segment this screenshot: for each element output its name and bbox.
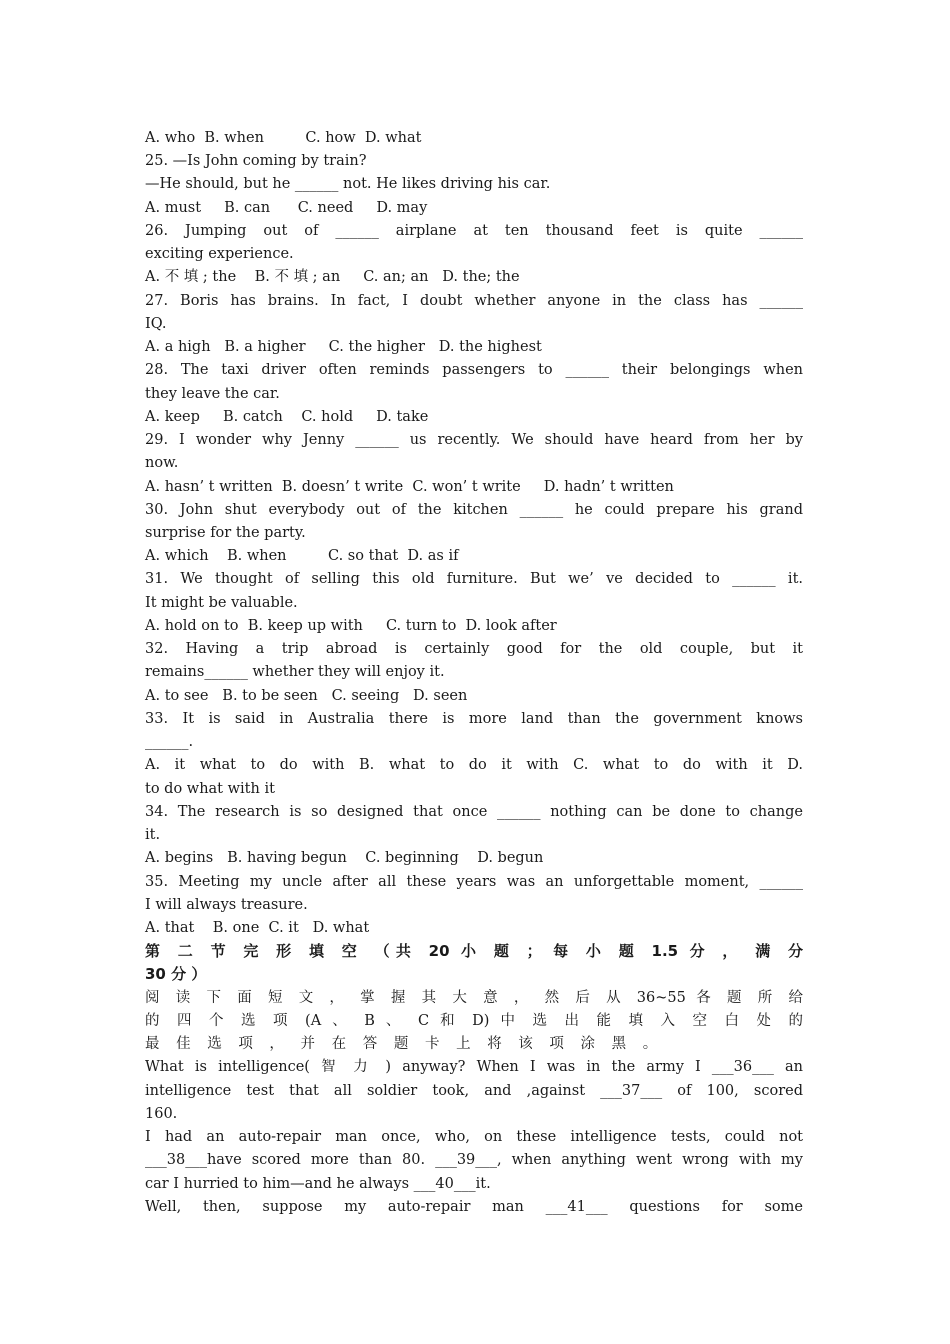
text-line: A. to see B. to be seen C. seeing D. seen	[145, 687, 468, 704]
text-line: ______.	[145, 734, 194, 751]
text-line: surprise for the party.	[145, 524, 306, 541]
text-line: 阅 读 下 面 短 文 ， 掌 握 其 大 意 ， 然 后 从 36~55 各 题 所 给	[145, 989, 803, 1006]
text-line: A. which B. when C. so that D. as if	[145, 548, 459, 565]
text-line: they leave the car.	[145, 385, 280, 402]
text-line: —He should, but he ______ not. He likes driving his car.	[145, 176, 551, 193]
text-line: A. a high B. a higher C. the higher D. the highest	[145, 339, 542, 356]
text-line: A. begins B. having begun C. beginning D. begun	[145, 850, 544, 867]
text-line: A. must B. can C. need D. may	[145, 199, 428, 216]
text-line: A. hasn’ t written B. doesn’ t write C. won’ t write D. hadn’ t written	[145, 478, 674, 495]
text-line: 33. It is said in Australia there is more land than the government knows	[145, 710, 803, 727]
text-line: Well, then, suppose my auto-repair man ___41___ questions for some	[145, 1198, 803, 1215]
text-line: 28. The taxi driver often reminds passengers to ______ their belongings when	[145, 362, 803, 379]
text-line: 27. Boris has brains. In fact, I doubt whether anyone in the class has ______	[145, 292, 803, 309]
text-line: intelligence test that all soldier took, and ,against ___37___ of 100, scored	[145, 1082, 803, 1099]
text-line: it.	[145, 827, 161, 844]
text-line: to do what with it	[145, 780, 275, 797]
text-line: 31. We thought of selling this old furniture. But we’ ve decided to ______ it.	[145, 571, 803, 588]
text-line: 30. John shut everybody out of the kitchen ______ he could prepare his grand	[145, 501, 803, 518]
text-line: 的 四 个 选 项 (A 、 B 、 C 和 D) 中 选 出 能 填 入 空 白 处 的	[145, 1012, 803, 1029]
text-line: 最 佳 选 项 ， 并 在 答 题 卡 上 将 该 项 涂 黑 。	[145, 1036, 664, 1053]
text-line: I had an auto-repair man once, who, on these intelligence tests, could not	[145, 1129, 803, 1146]
text-line: 32. Having a trip abroad is certainly good for the old couple, but it	[145, 641, 803, 658]
text-line: A. 不 填 ; the B. 不 填 ; an C. an; an D. the; the	[145, 269, 520, 286]
text-line: 26. Jumping out of ______ airplane at ten thousand feet is quite ______	[145, 222, 803, 239]
section-heading-line: 30 分 ）	[145, 965, 207, 984]
text-line: IQ.	[145, 315, 167, 332]
document-page	[145, 127, 803, 1219]
text-line: remains______ whether they will enjoy it.	[145, 664, 445, 681]
text-line: 29. I wonder why Jenny ______ us recently. We should have heard from her by	[145, 432, 803, 449]
text-line: 35. Meeting my uncle after all these years was an unforgettable moment, ______	[145, 873, 803, 890]
text-line: A. that B. one C. it D. what	[145, 919, 370, 936]
text-line: 160.	[145, 1105, 178, 1122]
text-line: A. who B. when C. how D. what	[145, 130, 422, 146]
text-line: I will always treasure.	[145, 896, 308, 913]
text-line: A. it what to do with B. what to do it with C. what to do with it D.	[145, 757, 803, 774]
text-line: A. keep B. catch C. hold D. take	[145, 408, 429, 425]
text-line: exciting experience.	[145, 246, 294, 263]
text-line: now.	[145, 455, 179, 472]
text-line: What is intelligence( 智 力 ) anyway? When I was in the army I ___36___ an	[145, 1059, 803, 1076]
text-line: 34. The research is so designed that once ______ nothing can be done to change	[145, 803, 803, 820]
text-line: car I hurried to him—and he always ___40___it.	[145, 1175, 491, 1192]
text-line: A. hold on to B. keep up with C. turn to D. look after	[145, 617, 557, 634]
text-line: 25. —Is John coming by train?	[145, 153, 367, 170]
section-heading-line: 第 二 节 完 形 填 空 （共 20 小 题 ； 每 小 题 1.5 分 ， 满 分	[145, 942, 803, 961]
text-line: ___38___have scored more than 80. ___39___, when anything went wrong with my	[145, 1152, 803, 1169]
text-line: It might be valuable.	[145, 594, 298, 611]
